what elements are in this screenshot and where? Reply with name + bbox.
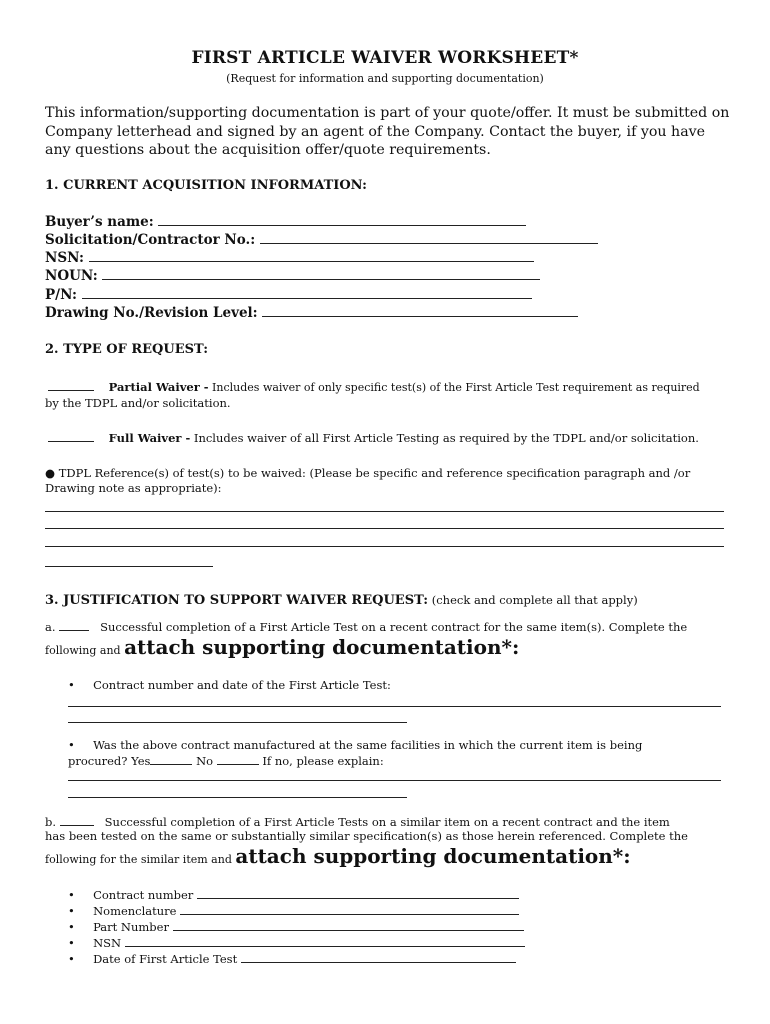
nsn-label: NSN: bbox=[45, 250, 84, 266]
pn-blank[interactable] bbox=[82, 286, 532, 299]
partial-waiver-text-2: by the TDPL and/or solicitation. bbox=[45, 396, 231, 410]
option-a-line bbox=[45, 620, 687, 634]
solicitation-field[interactable] bbox=[45, 231, 598, 248]
option-b-item-1 bbox=[68, 888, 519, 902]
solicitation-label: Solicitation/Contractor No.: bbox=[45, 232, 256, 248]
full-waiver-label: Full Waiver - bbox=[108, 431, 191, 445]
option-b-line bbox=[45, 815, 670, 829]
bullet-glyph: • bbox=[68, 936, 75, 950]
option-b-text: Successful completion of a First Article Tests on a similar item on a recent contract and the item bbox=[104, 815, 670, 829]
tdpl-line bbox=[45, 466, 690, 480]
option-a-explain-line-1[interactable] bbox=[68, 780, 721, 781]
nsn-blank[interactable] bbox=[89, 249, 534, 262]
option-a-blank-line-2[interactable] bbox=[68, 722, 407, 723]
option-a-lead: following and bbox=[45, 644, 125, 657]
option-a-emph: attach supporting documentation*: bbox=[124, 635, 520, 659]
bullet-glyph: • bbox=[68, 952, 75, 966]
pn-label: P/N: bbox=[45, 287, 77, 303]
full-waiver-text: Includes waiver of all First Article Testing as required by the TDPL and/or solicitation. bbox=[190, 431, 699, 445]
bullet-glyph: • bbox=[68, 738, 75, 752]
partial-waiver-line bbox=[48, 380, 700, 394]
option-a-lead-line bbox=[45, 635, 519, 659]
option-a-check-blank[interactable] bbox=[59, 620, 89, 631]
tdpl-blank-line-2[interactable] bbox=[45, 528, 724, 529]
option-a-prefix: a. bbox=[45, 620, 56, 634]
option-b-item-5-label: Date of First Article Test bbox=[93, 952, 238, 966]
buyer-name-field[interactable] bbox=[45, 213, 526, 230]
tdpl-blank-line-3[interactable] bbox=[45, 546, 724, 547]
section3-heading: 3. JUSTIFICATION TO SUPPORT WAIVER REQUEST: bbox=[45, 593, 429, 608]
tdpl-text: TDPL Reference(s) of test(s) to be waived: (Please be specific and reference specification paragraph and /or bbox=[55, 466, 691, 480]
option-b-item-1-blank[interactable] bbox=[197, 888, 519, 899]
intro-paragraph: This information/supporting documentation is part of your quote/offer. It must be submitted on Company letterhead and signed by an agent of the Company. Contact the buyer, if you have any questions about the acquisition offer/quote requirements. bbox=[45, 105, 730, 158]
section3-heading-note: (check and complete all that apply) bbox=[428, 593, 638, 607]
pn-field[interactable] bbox=[45, 286, 532, 303]
no-label: No bbox=[192, 754, 217, 768]
partial-waiver-label: Partial Waiver - bbox=[108, 380, 209, 394]
drawing-label: Drawing No./Revision Level: bbox=[45, 305, 258, 321]
section3-heading-line bbox=[45, 589, 638, 608]
option-b-item-4-label: NSN bbox=[93, 936, 122, 950]
option-a-bullet-1-text: Contract number and date of the First Article Test: bbox=[93, 678, 391, 692]
option-a-bullet-2-text: Was the above contract manufactured at the same facilities in which the current item is being bbox=[93, 738, 643, 752]
option-b-lead-line bbox=[45, 844, 631, 868]
option-b-prefix: b. bbox=[45, 815, 57, 829]
option-a-bullet-2 bbox=[68, 738, 642, 752]
option-b-item-5-blank[interactable] bbox=[241, 952, 516, 963]
option-b-lead: following for the similar item and bbox=[45, 853, 236, 866]
bullet-glyph: • bbox=[68, 888, 75, 902]
tdpl-bullet: ● bbox=[45, 466, 56, 480]
nsn-field[interactable] bbox=[45, 249, 534, 266]
option-a-bullet-2-line2 bbox=[68, 754, 384, 768]
option-b-item-2-blank[interactable] bbox=[180, 904, 519, 915]
tdpl-blank-line-4[interactable] bbox=[45, 566, 213, 567]
option-a-explain-line-2[interactable] bbox=[68, 797, 407, 798]
option-b-item-2-label: Nomenclature bbox=[93, 904, 177, 918]
option-a-blank-line-1[interactable] bbox=[68, 706, 721, 707]
tdpl-text-2: Drawing note as appropriate): bbox=[45, 481, 222, 495]
bullet-glyph: • bbox=[68, 904, 75, 918]
option-b-item-4 bbox=[68, 936, 525, 950]
partial-waiver-text: Includes waiver of only specific test(s) of the First Article Test requirement as required bbox=[208, 381, 700, 394]
full-waiver-line bbox=[48, 431, 699, 445]
buyer-name-blank[interactable] bbox=[158, 213, 526, 226]
option-b-emph: attach supporting documentation*: bbox=[235, 844, 631, 868]
no-blank[interactable] bbox=[217, 754, 259, 765]
buyer-name-label: Buyer’s name: bbox=[45, 214, 154, 230]
yes-blank[interactable] bbox=[150, 754, 192, 765]
option-b-check-blank[interactable] bbox=[60, 815, 94, 826]
noun-label: NOUN: bbox=[45, 268, 98, 284]
option-b-item-4-blank[interactable] bbox=[125, 936, 525, 947]
noun-field[interactable] bbox=[45, 267, 540, 284]
drawing-blank[interactable] bbox=[262, 304, 578, 317]
partial-waiver-blank[interactable] bbox=[48, 380, 94, 391]
section1-heading: 1. CURRENT ACQUISITION INFORMATION: bbox=[45, 178, 367, 193]
bullet-glyph: • bbox=[68, 920, 75, 934]
option-b-item-5 bbox=[68, 952, 516, 966]
drawing-field[interactable] bbox=[45, 304, 578, 321]
page-title: FIRST ARTICLE WAIVER WORKSHEET* bbox=[191, 48, 579, 68]
full-waiver-blank[interactable] bbox=[48, 431, 94, 442]
section2-heading: 2. TYPE OF REQUEST: bbox=[45, 342, 209, 357]
option-a-bullet-1 bbox=[68, 678, 391, 692]
solicitation-blank[interactable] bbox=[260, 231, 598, 244]
option-b-item-1-label: Contract number bbox=[93, 888, 194, 902]
yes-label: procured? Yes bbox=[68, 754, 151, 768]
option-b-item-3-blank[interactable] bbox=[173, 920, 524, 931]
bullet-glyph: • bbox=[68, 678, 75, 692]
tdpl-blank-line-1[interactable] bbox=[45, 511, 724, 512]
option-b-item-2 bbox=[68, 904, 519, 918]
option-b-item-3 bbox=[68, 920, 524, 934]
page-subtitle: (Request for information and supporting documentation) bbox=[226, 72, 544, 85]
option-b-item-3-label: Part Number bbox=[93, 920, 169, 934]
noun-blank[interactable] bbox=[102, 267, 540, 280]
explain-label: If no, please explain: bbox=[258, 754, 384, 768]
option-a-text: Successful completion of a First Article Test on a recent contract for the same item(s). Complete the bbox=[100, 620, 688, 634]
option-b-text-2: has been tested on the same or substantially similar specification(s) as those herein referenced. Complete the bbox=[45, 829, 688, 843]
